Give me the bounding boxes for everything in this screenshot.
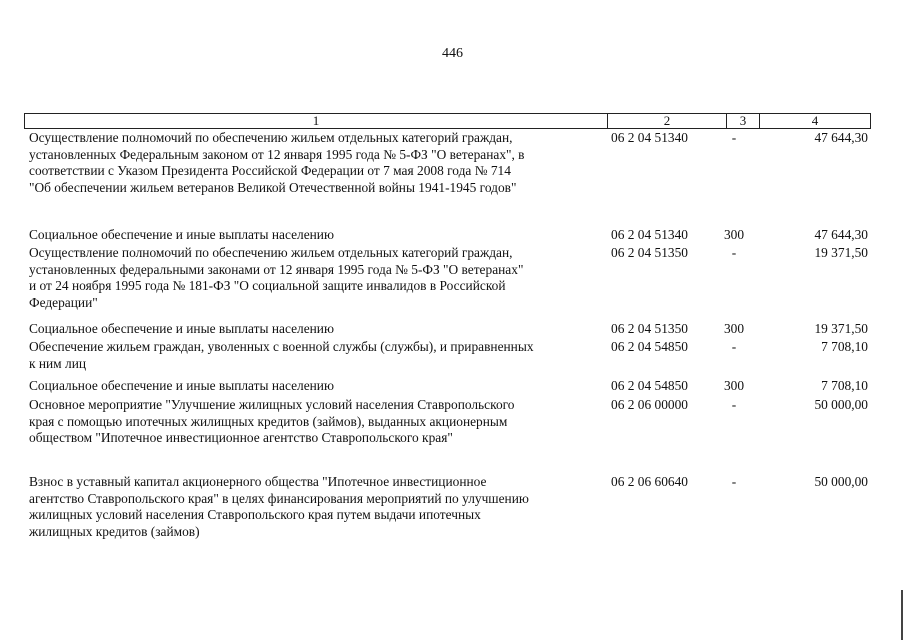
row-description: Осуществление полномочий по обеспечению жильем отдельных категорий граждан, установленных Федеральным законом от 12 января 1995 года № 5-ФЗ "О ветеранах", в соответствии с Указом Президента Российской Федерации от 7 мая 2008 года № 714 "Об обеспечении жильем ветеранов Великой Отечественной войны 1941-1945 годов" [29, 130, 525, 195]
scan-edge-mark [901, 590, 903, 640]
row-amount: 7 708,10 [821, 339, 868, 354]
row-type: - [731, 397, 737, 412]
row-code: 06 2 04 51350 [611, 245, 688, 260]
row-type: 300 [723, 227, 745, 242]
row-description: Социальное обеспечение и иные выплаты населению [29, 227, 334, 242]
row-description: Основное мероприятие "Улучшение жилищных условий населения Ставропольского края с помощью ипотечных жилищных кредитов (займов), выданных акционерным обществом "Ипотечное инвестиционное агентство Ставропольского края" [29, 397, 515, 446]
header-col-4: 4 [811, 113, 819, 128]
row-code: 06 2 04 51340 [611, 130, 688, 145]
header-col-2: 2 [608, 114, 727, 128]
row-type: 300 [723, 321, 745, 336]
row-code: 06 2 04 54850 [611, 378, 688, 393]
row-amount: 19 371,50 [814, 321, 868, 336]
row-amount: 50 000,00 [814, 397, 868, 412]
header-col-3: 3 [727, 114, 760, 128]
row-amount: 47 644,30 [814, 227, 868, 242]
row-amount: 19 371,50 [814, 245, 868, 260]
row-type: - [731, 130, 737, 145]
row-code: 06 2 04 54850 [611, 339, 688, 354]
row-amount: 7 708,10 [821, 378, 868, 393]
page-number: 446 [442, 46, 463, 61]
row-type: - [731, 474, 737, 489]
row-description: Взнос в уставный капитал акционерного общества "Ипотечное инвестиционное агентство Ставропольского края" в целях финансирования мероприятий по улучшению жилищных условий населения Ставропольского края путем выдачи ипотечных жилищных кредитов (займов) [29, 474, 529, 539]
row-amount: 50 000,00 [814, 474, 868, 489]
header-col-1: 1 [25, 114, 608, 128]
row-description: Обеспечение жильем граждан, уволенных с военной службы (службы), и приравненных к ним лиц [29, 339, 534, 371]
row-code: 06 2 04 51350 [611, 321, 688, 336]
row-description: Социальное обеспечение и иные выплаты населению [29, 321, 334, 336]
row-amount: 47 644,30 [814, 130, 868, 145]
row-code: 06 2 06 60640 [611, 474, 688, 489]
row-description: Осуществление полномочий по обеспечению жильем отдельных категорий граждан, установленных федеральными законами от 12 января 1995 года № 5-ФЗ "О ветеранах" и от 24 ноября 1995 года № 181-ФЗ "О социальной защите инвалидов в Российской Федерации" [29, 245, 524, 310]
row-code: 06 2 06 00000 [611, 397, 688, 412]
row-type: - [731, 339, 737, 354]
row-code: 06 2 04 51340 [611, 227, 688, 242]
row-description: Социальное обеспечение и иные выплаты населению [29, 378, 334, 393]
row-type: 300 [723, 378, 745, 393]
table-header [24, 113, 871, 129]
row-type: - [731, 245, 737, 260]
